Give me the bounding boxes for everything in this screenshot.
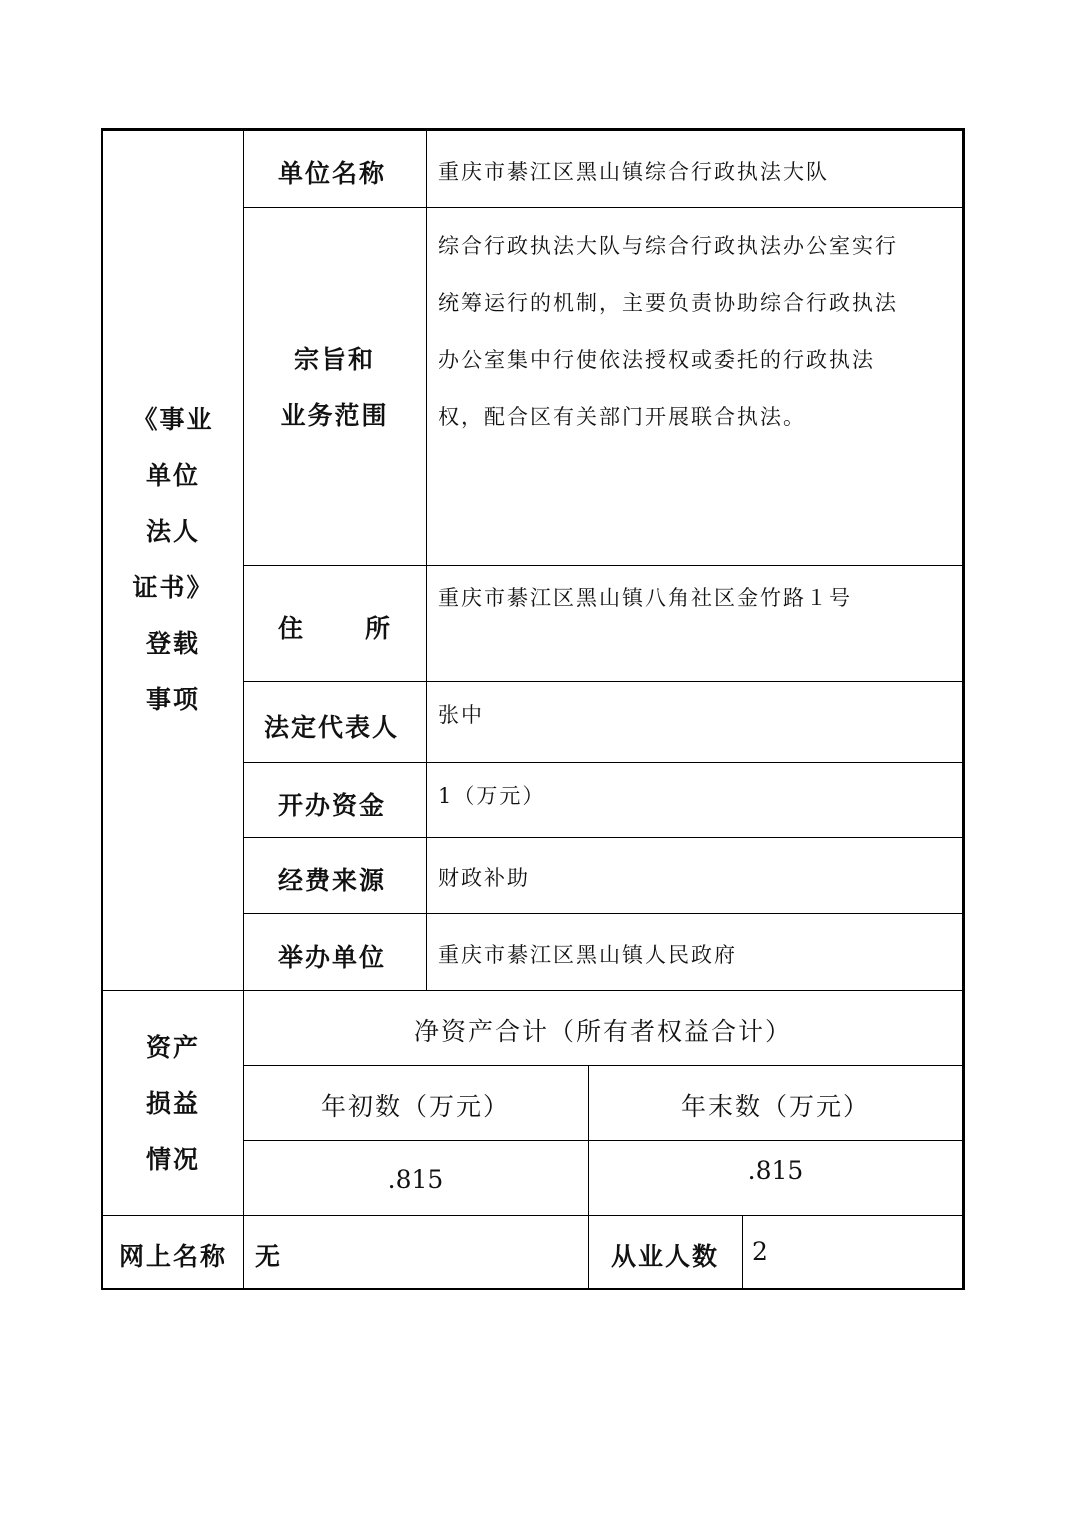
legal-rep-value: 张中 <box>438 703 484 727</box>
section-divider <box>103 1215 963 1216</box>
purpose-label: 宗旨和 业务范围 <box>280 345 389 430</box>
sponsor-label: 举办单位 <box>278 943 387 972</box>
sponsor-value: 重庆市綦江区黑山镇人民政府 <box>438 943 737 967</box>
funding-value: 财政补助 <box>438 866 530 890</box>
address-value: 重庆市綦江区黑山镇八角社区金竹路１号 <box>438 586 852 610</box>
purpose-value: 综合行政执法大队与综合行政执法办公室实行 统筹运行的机制，主要负责协助综合行政执法 办公室集中行使依法授权或委托的行政执法 权，配合区有关部门开展联合执法。 <box>438 234 898 429</box>
row-divider <box>243 681 963 682</box>
staff-count-label: 从业人数 <box>610 1242 719 1271</box>
address-label-left: 住 <box>278 614 306 643</box>
row-divider <box>243 565 963 566</box>
funding-label: 经费来源 <box>278 866 387 895</box>
net-assets-header: 净资产合计（所有者权益合计） <box>413 1017 792 1046</box>
row-divider <box>243 913 963 914</box>
online-name-value: 无 <box>255 1242 283 1271</box>
begin-year-header: 年初数（万元） <box>320 1092 510 1121</box>
unit-name-label: 单位名称 <box>278 159 387 188</box>
staff-count-value: 2 <box>752 1237 768 1266</box>
assets-section-label: 资产 损益 情况 <box>145 1033 200 1174</box>
capital-value: 1（万元） <box>438 784 546 808</box>
address-label-right: 所 <box>365 614 393 643</box>
end-year-value: .815 <box>747 1156 804 1185</box>
column-divider <box>742 1215 743 1288</box>
row-divider <box>243 837 963 838</box>
capital-label: 开办资金 <box>278 791 387 820</box>
row-divider <box>243 762 963 763</box>
legal-rep-label: 法定代表人 <box>264 713 400 742</box>
end-year-header: 年末数（万元） <box>680 1092 870 1121</box>
row-divider <box>243 1065 963 1066</box>
row-divider <box>243 1140 963 1141</box>
column-divider <box>426 131 427 990</box>
unit-name-value: 重庆市綦江区黑山镇综合行政执法大队 <box>438 160 829 184</box>
registration-section-label: 《事业 单位 法人 证书》 登载 事项 <box>132 405 214 714</box>
online-name-label: 网上名称 <box>118 1242 227 1271</box>
begin-year-value: .815 <box>387 1165 444 1194</box>
row-divider <box>243 207 963 208</box>
section-divider <box>103 990 963 991</box>
